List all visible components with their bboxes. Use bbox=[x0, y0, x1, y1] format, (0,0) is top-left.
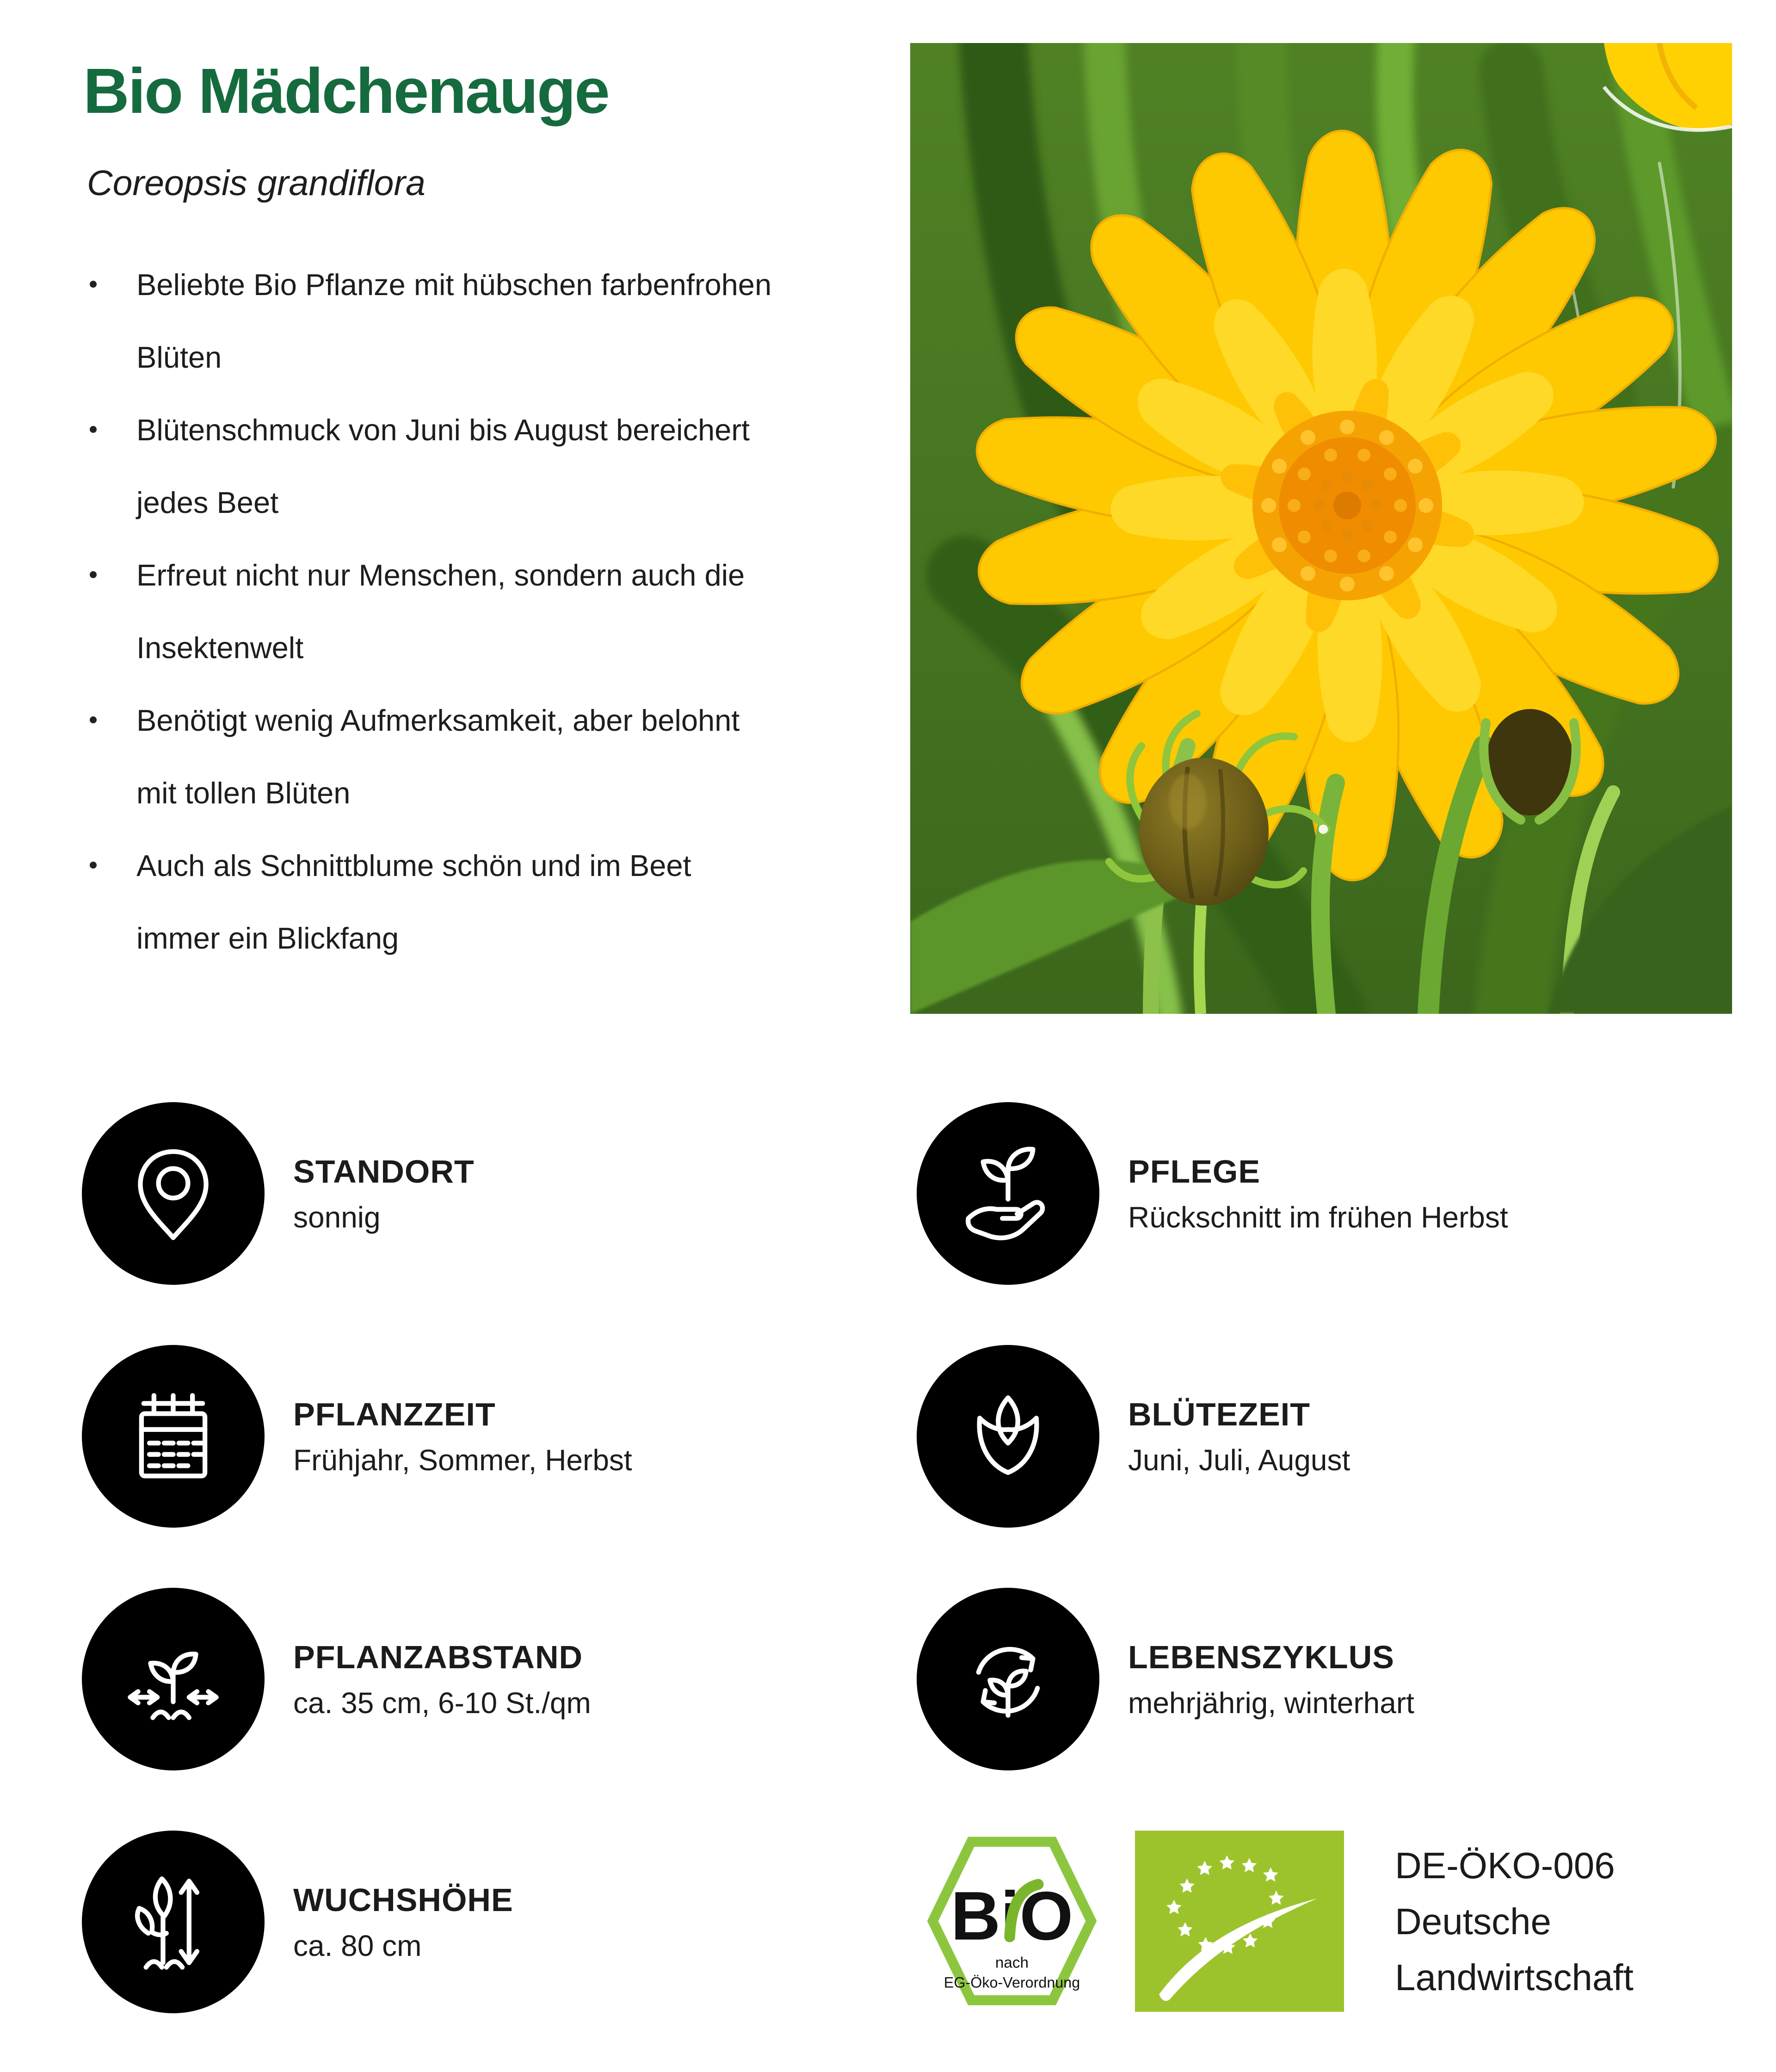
bullet-list bbox=[74, 248, 782, 974]
bullet-text: Blütenschmuck von Juni bis August bereichert jedes Beet bbox=[136, 413, 750, 519]
eco-code: DE-ÖKO-006 bbox=[1395, 1844, 1615, 1886]
bullet-item bbox=[74, 684, 782, 829]
feature-standort bbox=[82, 1102, 475, 1285]
bio-seal-logo bbox=[926, 1831, 1098, 2012]
eu-organic-logo bbox=[1135, 1831, 1344, 2012]
feature-label: PFLEGE bbox=[1128, 1153, 1261, 1190]
plant-height-icon bbox=[82, 1831, 265, 2013]
feature-label: PFLANZZEIT bbox=[293, 1396, 496, 1432]
bullet-item bbox=[74, 394, 782, 539]
plant-spacing-icon bbox=[82, 1588, 265, 1770]
eco-org-line2: Landwirtschaft bbox=[1395, 1956, 1634, 1998]
life-cycle-icon bbox=[917, 1588, 1099, 1770]
feature-lebenszyklus bbox=[917, 1588, 1414, 1770]
feature-pflanzzeit bbox=[82, 1345, 632, 1528]
hand-sprout-icon bbox=[917, 1102, 1099, 1285]
coreopsis-flower-illustration bbox=[910, 43, 1732, 1014]
feature-pflege bbox=[917, 1102, 1508, 1285]
bullet-text: Benötigt wenig Aufmerksamkeit, aber belohnt mit tollen Blüten bbox=[136, 703, 740, 810]
bullet-item bbox=[74, 539, 782, 684]
bio-seal-sub2: EG-Öko-Verordnung bbox=[944, 1974, 1080, 1991]
bio-seal-word: BiO bbox=[950, 1877, 1073, 1955]
feature-label: LEBENSZYKLUS bbox=[1128, 1639, 1394, 1675]
flower-icon bbox=[917, 1345, 1099, 1528]
feature-value: Frühjahr, Sommer, Herbst bbox=[293, 1443, 632, 1477]
page-title: Bio Mädchenauge bbox=[83, 56, 609, 127]
feature-label: WUCHSHÖHE bbox=[293, 1881, 513, 1918]
bullet-item bbox=[74, 248, 782, 394]
bullet-text: Erfreut nicht nur Menschen, sondern auch die Insektenwelt bbox=[136, 558, 745, 665]
certification-row bbox=[926, 1831, 1634, 2012]
feature-label: STANDORT bbox=[293, 1153, 475, 1190]
bio-seal-sub1: nach bbox=[995, 1954, 1029, 1972]
feature-value: ca. 35 cm, 6-10 St./qm bbox=[293, 1686, 591, 1720]
feature-wuchshoehe bbox=[82, 1831, 513, 2013]
feature-value: sonnig bbox=[293, 1200, 381, 1234]
feature-label: PFLANZABSTAND bbox=[293, 1639, 583, 1675]
bullet-text: Auch als Schnittblume schön und im Beet immer ein Blickfang bbox=[136, 849, 691, 955]
feature-bluetezeit bbox=[917, 1345, 1350, 1528]
feature-value: ca. 80 cm bbox=[293, 1929, 422, 1962]
feature-label: BLÜTEZEIT bbox=[1128, 1396, 1310, 1432]
bullet-item bbox=[74, 829, 782, 974]
eco-org-line1: Deutsche bbox=[1395, 1900, 1551, 1942]
flower-photo bbox=[910, 43, 1732, 1014]
feature-pflanzabstand bbox=[82, 1588, 591, 1770]
feature-value: mehrjährig, winterhart bbox=[1128, 1686, 1414, 1720]
feature-value: Rückschnitt im frühen Herbst bbox=[1128, 1200, 1508, 1234]
feature-value: Juni, Juli, August bbox=[1128, 1443, 1350, 1477]
bullet-text: Beliebte Bio Pflanze mit hübschen farbenfrohen Blüten bbox=[136, 268, 772, 374]
botanical-name: Coreopsis grandiflora bbox=[87, 163, 426, 203]
calendar-icon bbox=[82, 1345, 265, 1528]
location-pin-icon bbox=[82, 1102, 265, 1285]
certification-text bbox=[1395, 1838, 1634, 2005]
